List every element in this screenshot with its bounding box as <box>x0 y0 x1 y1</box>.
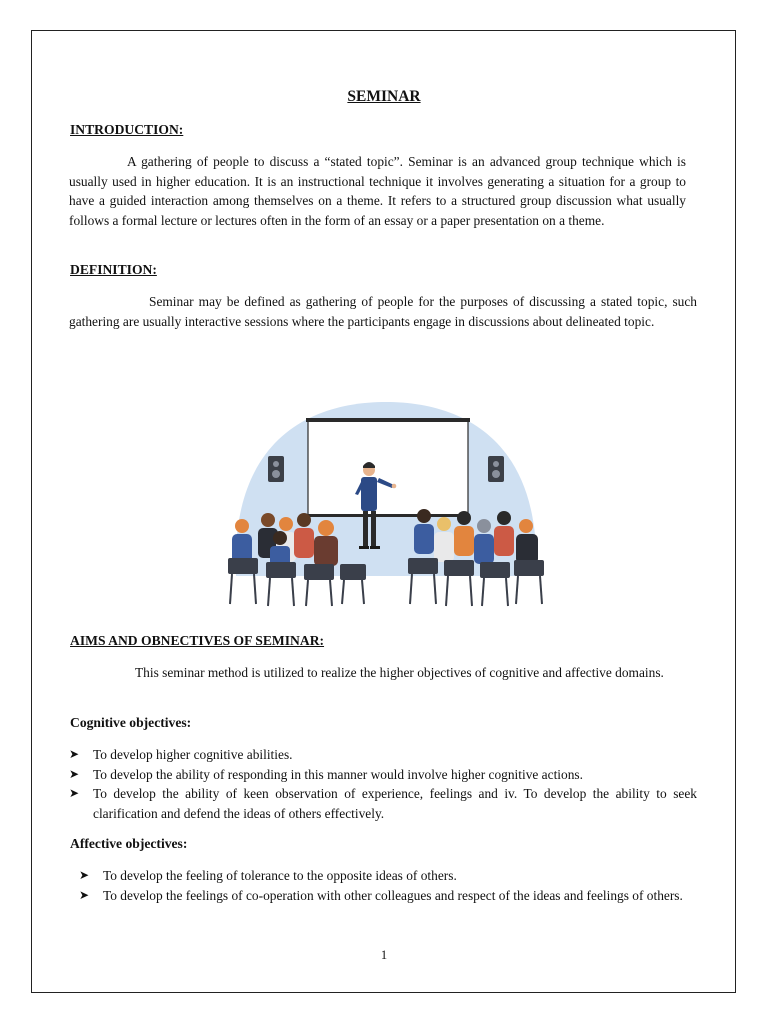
list-item-text: To develop the ability of keen observation of experience, feelings and iv. To develop the ability to seek clarification and defend the ideas of others effectively. <box>93 786 697 821</box>
list-item <box>69 745 697 765</box>
introduction-heading: INTRODUCTION: <box>70 122 184 137</box>
aims-heading: AIMS AND OBNECTIVES OF SEMINAR: <box>70 633 325 648</box>
list-item-text: To develop the ability of responding in this manner would involve higher cognitive actions. <box>93 766 583 782</box>
right-speaker-icon <box>488 456 504 482</box>
projection-screen <box>308 420 468 516</box>
arrowhead-bullet-icon: ➤ <box>69 766 80 781</box>
arrowhead-bullet-icon: ➤ <box>79 868 90 882</box>
aims-paragraph: This seminar method is utilized to realize the higher objectives of cognitive and affective domains. <box>135 665 664 680</box>
list-item-text: To develop the feelings of co-operation with other colleagues and respect of the ideas and feelings of others. <box>103 887 683 903</box>
introduction-paragraph: A gathering of people to discuss a “stated topic”. Seminar is an advanced group technique which is usually used in higher education. It is an instructional technique it involves generating a situation for a group to have a guided interaction among themselves on a theme. It refers to a structured group discussion what usually follows a formal lecture or lectures often in the form of an essay or a paper presentation on a theme. <box>69 154 686 228</box>
definition-heading: DEFINITION: <box>70 262 157 277</box>
arrowhead-bullet-icon: ➤ <box>69 747 80 761</box>
chair-legs <box>230 574 542 606</box>
list-item-text: To develop higher cognitive abilities. <box>93 747 293 762</box>
page-number: 1 <box>380 948 388 962</box>
seminar-illustration <box>222 398 550 610</box>
arrowhead-bullet-icon: ➤ <box>79 887 90 902</box>
cognitive-heading: Cognitive objectives: <box>70 715 192 730</box>
cognitive-list <box>69 745 697 823</box>
arrowhead-bullet-icon: ➤ <box>69 786 80 801</box>
page-title: SEMINAR <box>347 88 421 105</box>
affective-heading: Affective objectives: <box>70 836 188 851</box>
list-item <box>69 784 697 823</box>
affective-list <box>79 866 697 905</box>
left-speaker-icon <box>268 456 284 482</box>
definition-paragraph: Seminar may be defined as gathering of people for the purposes of discussing a stated topic, such gathering are usually interactive sessions where the participants engage in discussions about delineated topic. <box>69 294 697 329</box>
list-item <box>69 765 697 785</box>
list-item <box>79 886 697 906</box>
list-item <box>79 866 697 886</box>
list-item-text: To develop the feeling of tolerance to the opposite ideas of others. <box>103 868 457 883</box>
